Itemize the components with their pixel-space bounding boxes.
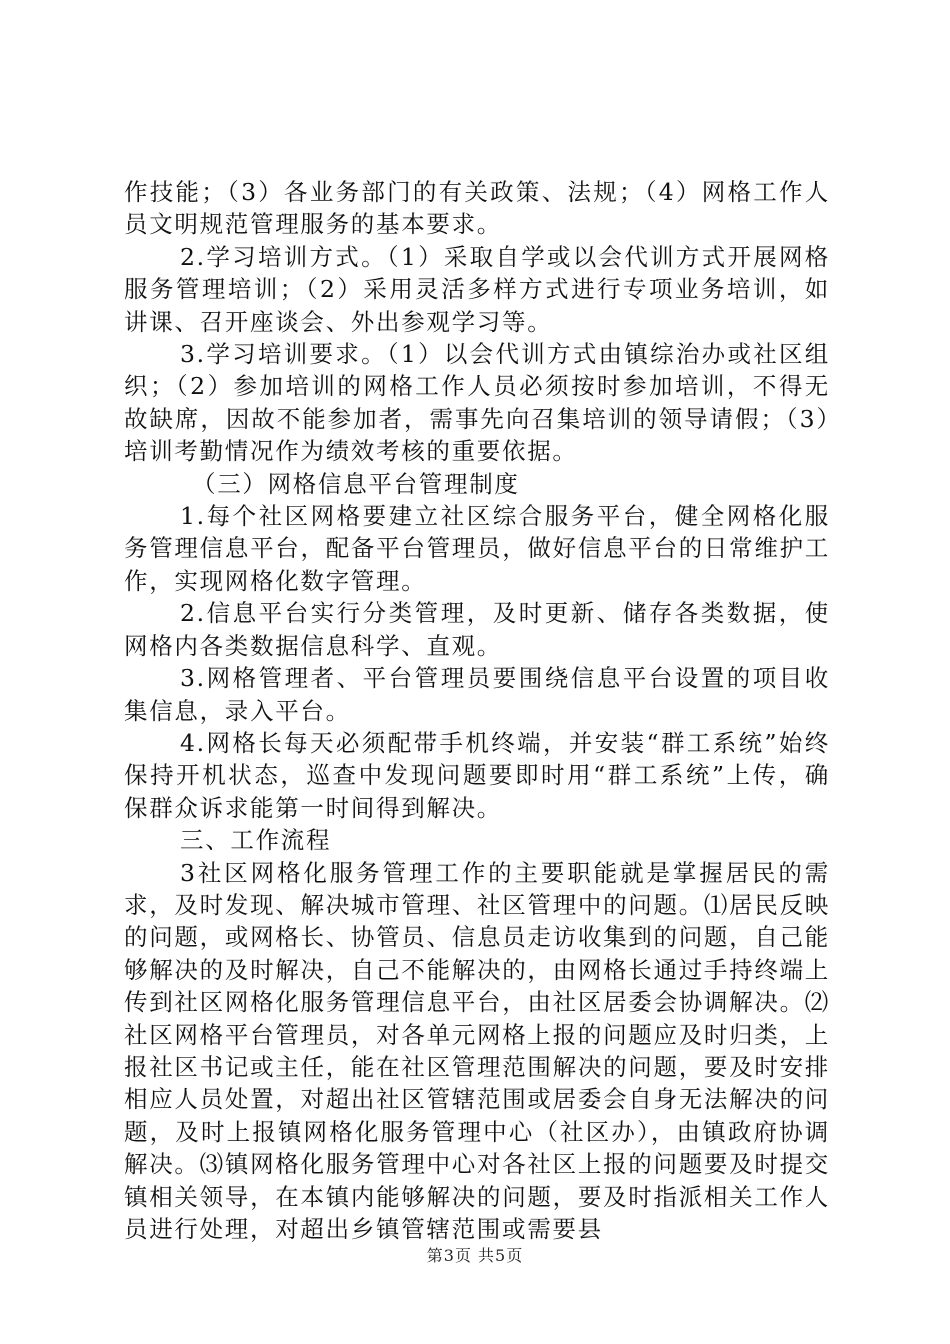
paragraph-training-content-end: 作技能；（3）各业务部门的有关政策、法规；（4）网格工作人员文明规范管理服务的基本要求。 xyxy=(124,178,830,239)
page-number-footer: 第3页 共5页 xyxy=(426,1246,524,1265)
section-heading-platform-management: （三）网格信息平台管理制度 xyxy=(192,469,520,498)
paragraph-platform-item-2: 2.信息平台实行分类管理，及时更新、储存各类数据，使网格内各类数据信息科学、直观。 xyxy=(124,599,830,660)
paragraph-platform-item-1: 1.每个社区网格要建立社区综合服务平台，健全网格化服务管理信息平台，配备平台管理员，做好信息平台的日常维护工作，实现网格化数字管理。 xyxy=(124,502,830,595)
paragraph-workflow-description: 3社区网格化服务管理工作的主要职能就是掌握居民的需求，及时发现、解决城市管理、社区管理中的问题。⑴居民反映的问题，或网格长、协管员、信息员走访收集到的问题，自己能够解决的及时解决，自己不能解决的，由网格长通过手持终端上传到社区网格化服务管理信息平台，由社区居委会协调解决。⑵社区网格平台管理员，对各单元网格上报的问题应及时归类，上报社区书记或主任，能在社区管理范围解决的问题，要及时安排相应人员处置，对超出社区管辖范围或居委会自身无法解决的问题，及时上报镇网格化服务管理中心（社区办），由镇政府协调解决。⑶镇网格化服务管理中心对各社区上报的问题要及时提交镇相关领导，在本镇内能够解决的问题，要及时指派相关工作人员进行处理，对超出乡镇管辖范围或需要县 xyxy=(124,858,830,1243)
document-body xyxy=(124,176,830,1245)
paragraph-platform-item-3: 3.网格管理者、平台管理员要围绕信息平台设置的项目收集信息，录入平台。 xyxy=(124,664,830,725)
section-heading-workflow: 三、工作流程 xyxy=(180,826,332,855)
paragraph-platform-item-4: 4.网格长每天必须配带手机终端，并安装“群工系统”始终保持开机状态，巡查中发现问题要即时用“群工系统”上传，确保群众诉求能第一时间得到解决。 xyxy=(124,728,830,822)
paragraph-training-method: 2.学习培训方式。（1）采取自学或以会代训方式开展网格服务管理培训；（2）采用灵活多样方式进行专项业务培训，如讲课、召开座谈会、外出参观学习等。 xyxy=(124,242,830,336)
paragraph-training-requirements: 3.学习培训要求。（1）以会代训方式由镇综治办或社区组织；（2）参加培训的网格工作人员必须按时参加培训，不得无故缺席，因故不能参加者，需事先向召集培训的领导请假；（3）培训考勤情况作为绩效考核的重要依据。 xyxy=(124,340,830,466)
